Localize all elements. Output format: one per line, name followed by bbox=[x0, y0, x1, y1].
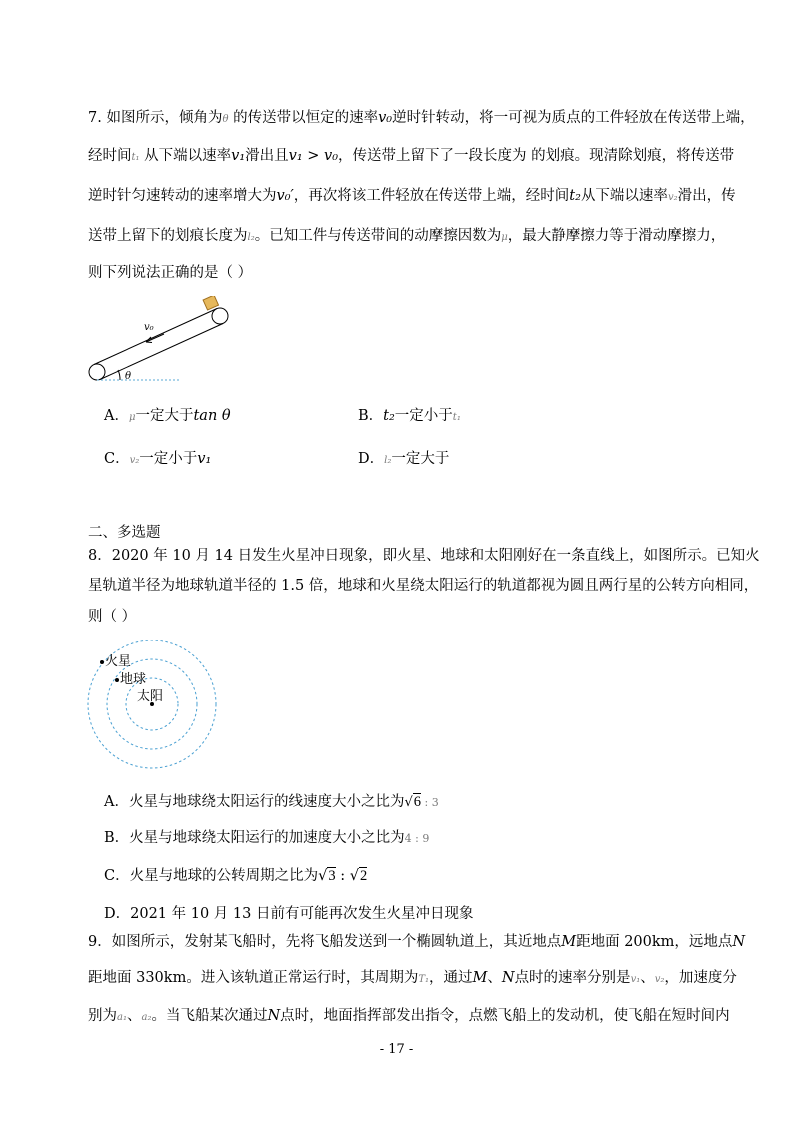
q8-line-2: 星轨道半径为地球轨道半径的 1.5 倍，地球和火星绕太阳运行的轨道都视为圆且两行星的公转方向相同， bbox=[88, 578, 759, 594]
fig-v0-label: v₀ bbox=[144, 322, 154, 333]
option-text: B．火星与地球绕太阳运行的加速度大小之比为 bbox=[104, 830, 405, 846]
workpiece-block bbox=[203, 296, 218, 310]
option-text: 一定大于 bbox=[391, 451, 450, 467]
q9-text: ，加速度分 bbox=[664, 970, 737, 986]
q7-text: 从下端以速率 bbox=[580, 188, 668, 204]
q9-text: 点时的速率分别是 bbox=[514, 970, 631, 986]
earth-label: 地球 bbox=[120, 672, 147, 687]
point-m: M bbox=[472, 970, 488, 986]
q7-text: ，再次将该工件轻放在传送带上端，经时间 bbox=[293, 188, 570, 204]
page-number: - 17 - bbox=[379, 1042, 414, 1057]
q9-text: 距地面 200km，远地点 bbox=[576, 934, 733, 950]
earth-dot bbox=[115, 678, 119, 682]
v2-symbol: v₂ bbox=[667, 192, 678, 203]
q7-text: ，最大静摩擦力等于滑动摩擦力， bbox=[507, 228, 726, 244]
v1-symbol: v₁ bbox=[231, 148, 246, 164]
q7-line-3 bbox=[88, 186, 736, 208]
q9-text: 距地面 330km。进入该轨道正常运行时，其周期为 bbox=[88, 970, 419, 986]
q7-line-1 bbox=[88, 108, 755, 130]
q9-line-3 bbox=[88, 1006, 730, 1028]
t2-symbol: t₂ bbox=[569, 188, 581, 204]
t1-period-symbol: T₁ bbox=[418, 974, 430, 985]
v2-symbol: v₂ bbox=[129, 455, 140, 466]
section-title: 二、多选题 bbox=[88, 525, 161, 541]
q9-text: ，通过 bbox=[429, 970, 473, 986]
condition-math: v₁ > v₀ bbox=[288, 148, 339, 164]
option-label: A． bbox=[104, 408, 129, 424]
q8-option-d[interactable] bbox=[104, 902, 473, 923]
sqrt-3: 3 bbox=[328, 868, 336, 884]
q9-text: 点时，地面指挥部发出指令，点燃飞船上的发动机，使飞船在短时间内 bbox=[280, 1008, 730, 1024]
v1-symbol: v₁ bbox=[197, 451, 212, 467]
upper-pulley bbox=[212, 308, 228, 324]
v2-symbol: v₂ bbox=[654, 974, 665, 985]
q7-option-b[interactable] bbox=[358, 404, 461, 425]
sqrt-2: 2 bbox=[359, 868, 368, 884]
q9-text: 别为 bbox=[88, 1008, 117, 1024]
option-text: 一定大于 bbox=[135, 408, 194, 424]
angle-arc bbox=[118, 370, 120, 380]
option-text: C．火星与地球的公转周期之比为 bbox=[104, 868, 319, 884]
belt-top bbox=[94, 309, 217, 365]
fig-theta-label: θ bbox=[125, 371, 132, 382]
q9-text: 、 bbox=[126, 1008, 142, 1024]
q7-line-2 bbox=[88, 146, 734, 168]
conveyor-belt-figure bbox=[84, 296, 244, 386]
point-n: N bbox=[267, 1008, 281, 1024]
q9-text: 、 bbox=[640, 970, 655, 986]
l2-symbol: l₂ bbox=[384, 455, 392, 466]
q7-text: 从下端以速率 bbox=[139, 148, 232, 164]
t1-symbol: t₁ bbox=[131, 152, 140, 163]
q7-text: 滑出且 bbox=[245, 148, 289, 164]
option-text: D．2021 年 10 月 13 日前有可能再次发生火星冲日现象 bbox=[104, 906, 474, 922]
sun-label: 太阳 bbox=[137, 689, 164, 704]
l2-symbol: l₂ bbox=[247, 232, 255, 243]
q8-line-1: 8．2020 年 10 月 14 日发生火星冲日现象，即火星、地球和太阳刚好在一条直线上，如图所示。已知火 bbox=[88, 548, 760, 564]
option-text: 一定小于 bbox=[394, 408, 453, 424]
option-label: C． bbox=[104, 451, 130, 467]
a2-symbol: a₂ bbox=[141, 1012, 152, 1023]
v0-symbol: v₀ bbox=[378, 110, 393, 126]
lower-pulley bbox=[89, 364, 105, 380]
mars-label: 火星 bbox=[105, 654, 132, 669]
q7-text: 逆时针匀速转动的速率增大为 bbox=[88, 188, 277, 204]
q7-text: 经时间 bbox=[88, 148, 132, 164]
ratio-text: 4 : 9 bbox=[404, 832, 430, 845]
q9-line-1 bbox=[88, 932, 745, 952]
point-n: N bbox=[732, 934, 746, 950]
point-n: N bbox=[501, 970, 515, 986]
q8-option-a[interactable]: A．火星与地球绕太阳运行的线速度大小之比为√6 : 3 bbox=[104, 794, 439, 810]
q9-line-2 bbox=[88, 968, 737, 990]
q7-text: 逆时针转动，将一可视为质点的工件轻放在传送带上端， bbox=[392, 110, 755, 126]
point-m: M bbox=[561, 934, 577, 950]
mars-dot bbox=[100, 660, 104, 664]
q8-option-c[interactable]: C．火星与地球的公转周期之比为√3 : √2 bbox=[104, 868, 368, 884]
option-text: 一定小于 bbox=[139, 451, 198, 467]
q9-text: 、 bbox=[487, 970, 502, 986]
q7-text: 7. 如图所示，倾角为 bbox=[88, 110, 223, 126]
ratio-text: : 3 bbox=[421, 796, 439, 809]
q7-option-c[interactable] bbox=[104, 447, 211, 468]
velocity-arrow bbox=[146, 334, 164, 342]
colon: : bbox=[335, 868, 350, 884]
option-label: B． bbox=[358, 408, 384, 424]
option-text: A．火星与地球绕太阳运行的线速度大小之比为 bbox=[104, 794, 405, 810]
q7-text: 则下列说法正确的是（ ） bbox=[88, 265, 253, 281]
q7-line-5 bbox=[88, 263, 252, 283]
q7-option-d[interactable] bbox=[358, 447, 449, 468]
tan-theta-math: tan θ bbox=[193, 408, 231, 424]
q7-text: ，传送带上留下了一段长度为 的划痕。现清除划痕，将传送带 bbox=[338, 148, 735, 164]
mu-symbol: μ bbox=[501, 232, 508, 243]
mu-symbol: μ bbox=[128, 412, 136, 423]
q7-option-a[interactable] bbox=[104, 404, 231, 425]
v0-prime-symbol: v₀′ bbox=[276, 188, 294, 204]
q9-text: 9．如图所示，发射某飞船时，先将飞船发送到一个椭圆轨道上，其近地点 bbox=[88, 934, 562, 950]
q7-text: 送带上留下的划痕长度为 bbox=[88, 228, 248, 244]
t1-symbol: t₁ bbox=[452, 412, 461, 423]
t2-symbol: t₂ bbox=[383, 408, 395, 424]
orbit-diagram bbox=[84, 640, 224, 775]
q8-line-3: 则（ ） bbox=[88, 609, 137, 625]
q9-text: 。当飞船某次通过 bbox=[151, 1008, 268, 1024]
q7-text: 的传送带以恒定的速率 bbox=[228, 110, 379, 126]
theta-symbol: θ bbox=[222, 114, 229, 125]
sqrt-6: 6 bbox=[413, 794, 422, 810]
option-label: D． bbox=[358, 451, 385, 467]
v1-symbol: v₁ bbox=[630, 974, 641, 985]
q7-line-4 bbox=[88, 226, 725, 248]
q8-option-b[interactable] bbox=[104, 826, 429, 847]
q7-text: 滑出，传 bbox=[677, 188, 736, 204]
a1-symbol: a₁ bbox=[117, 1012, 127, 1023]
q7-text: 。已知工件与传送带间的动摩擦因数为 bbox=[254, 228, 502, 244]
